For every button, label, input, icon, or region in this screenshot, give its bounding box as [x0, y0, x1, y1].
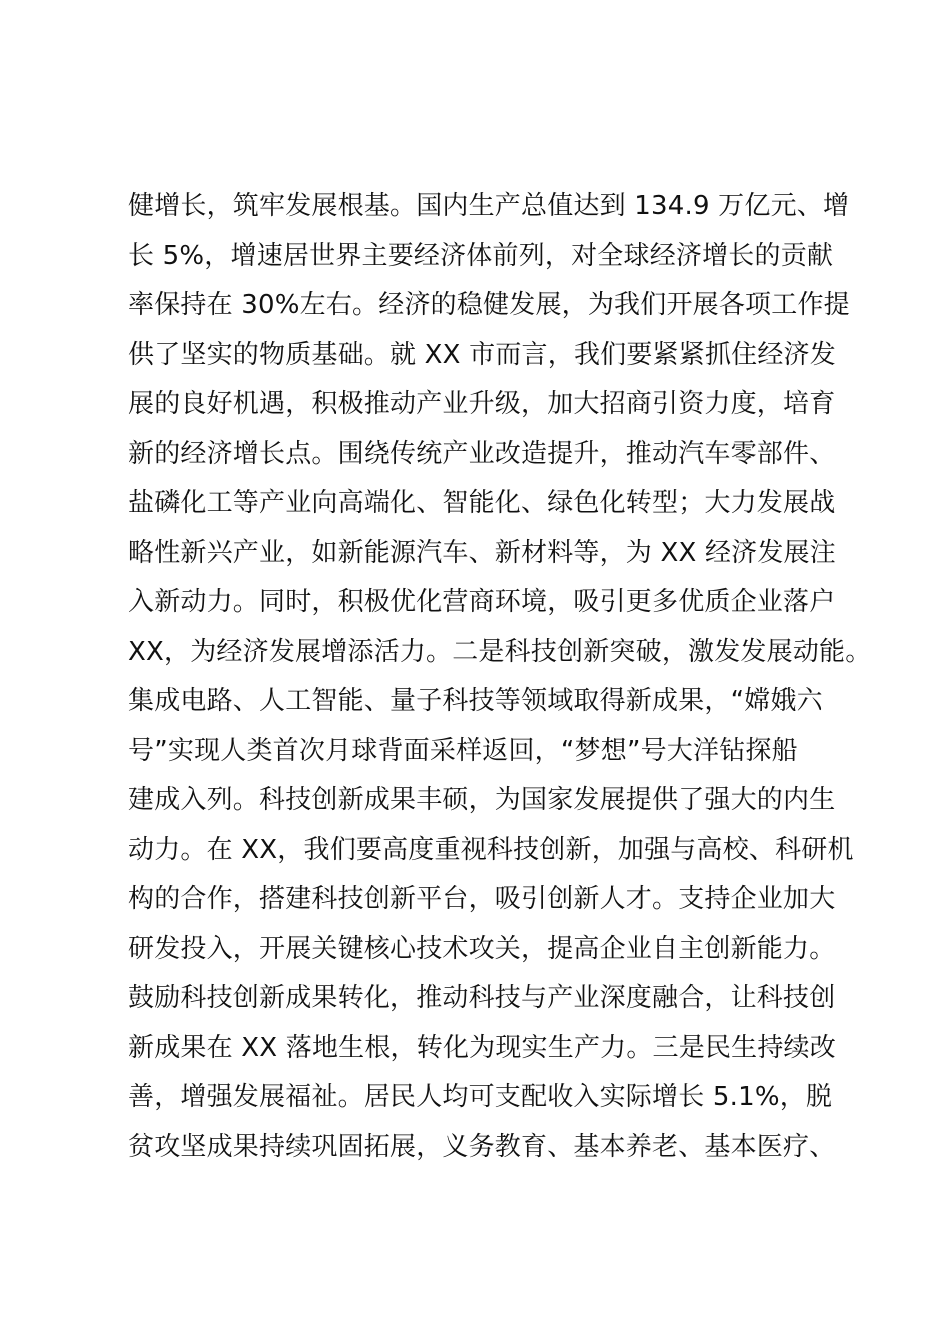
text-line: 贫攻坚成果持续巩固拓展，义务教育、基本养老、基本医疗、: [128, 1131, 836, 1162]
text-line: 号”实现人类首次月球背面采样返回，“梦想”号大洋钻探船: [128, 735, 798, 766]
text-line: 略性新兴产业，如新能源汽车、新材料等，为 XX 经济发展注: [128, 537, 836, 568]
body-text: [128, 182, 872, 1172]
text-line: 盐磷化工等产业向高端化、智能化、绿色化转型；大力发展战: [128, 488, 836, 518]
text-line: 构的合作，搭建科技创新平台，吸引创新人才。支持企业加大: [128, 884, 836, 914]
text-line: 新的经济增长点。围绕传统产业改造提升，推动汽车零部件、: [128, 438, 836, 469]
text-line: 研发投入，开展关键核心技术攻关，提高企业自主创新能力。: [128, 933, 836, 964]
text-line: XX，为经济发展增添活力。二是科技创新突破，激发发展动能。: [128, 636, 872, 667]
text-line: 鼓励科技创新成果转化，推动科技与产业深度融合，让科技创: [128, 983, 836, 1013]
text-line: 集成电路、人工智能、量子科技等领域取得新成果，“嫦娥六: [128, 686, 823, 716]
text-line: 入新动力。同时，积极优化营商环境，吸引更多优质企业落户: [128, 587, 836, 617]
text-line: 善，增强发展福祉。居民人均可支配收入实际增长 5.1%，脱: [128, 1082, 833, 1112]
text-line: 展的良好机遇，积极推动产业升级，加大招商引资力度，培育: [128, 389, 836, 419]
text-line: 新成果在 XX 落地生根，转化为现实生产力。三是民生持续改: [128, 1032, 836, 1063]
text-line: 健增长，筑牢发展根基。国内生产总值达到 134.9 万亿元、增: [128, 191, 850, 221]
text-line: 长 5%，增速居世界主要经济体前列，对全球经济增长的贡献: [128, 240, 834, 271]
text-line: 建成入列。科技创新成果丰硕，为国家发展提供了强大的内生: [128, 785, 836, 815]
text-line: 供了坚实的物质基础。就 XX 市而言，我们要紧紧抓住经济发: [128, 339, 836, 370]
text-line: 率保持在 30%左右。经济的稳健发展，为我们开展各项工作提: [128, 290, 850, 320]
text-line: 动力。在 XX，我们要高度重视科技创新，加强与高校、科研机: [128, 834, 854, 865]
